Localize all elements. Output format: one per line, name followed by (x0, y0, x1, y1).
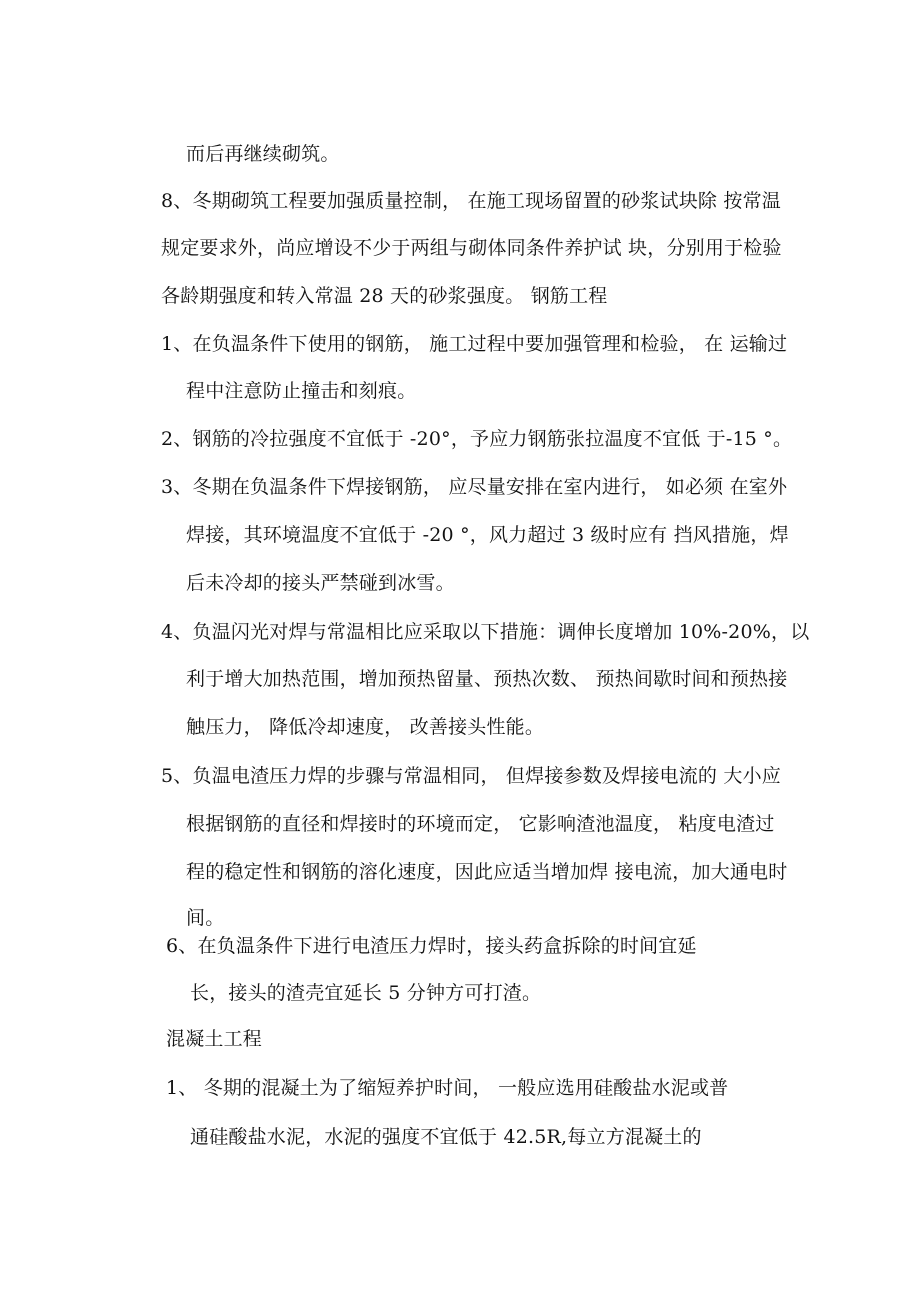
text-line: 4、负温闪光对焊与常温相比应采取以下措施：调伸长度增加 10%-20%，以 (161, 621, 810, 643)
text-line: 2、钢筋的冷拉强度不宜低于 -20°，予应力钢筋张拉温度不宜低 于-15 °。 (161, 428, 793, 450)
text-line: 间。 (186, 907, 225, 929)
text-line: 焊接，其环境温度不宜低于 -20 °，风力超过 3 级时应有 挡风措施，焊 (186, 524, 789, 546)
text-line: 程的稳定性和钢筋的溶化速度，因此应适当增加焊 接电流，加大通电时 (186, 861, 788, 883)
text-line: 程中注意防止撞击和刻痕。 (186, 380, 417, 402)
text-line: 而后再继续砌筑。 (186, 143, 340, 165)
text-line: 利于增大加热范围，增加预热留量、预热次数、 预热间歇时间和预热接 (186, 668, 788, 690)
text-line: 1、 冬期的混凝土为了缩短养护时间， 一般应选用硅酸盐水泥或普 (166, 1077, 729, 1099)
text-line: 各龄期强度和转入常温 28 天的砂浆强度。 钢筋工程 (161, 285, 608, 307)
text-line: 规定要求外，尚应增设不少于两组与砌体同条件养护试 块，分别用于检验 (161, 237, 782, 259)
section-heading: 混凝土工程 (166, 1028, 263, 1050)
text-line: 6、在负温条件下进行电渣压力焊时，接头药盒拆除的时间宜延 (166, 935, 697, 957)
text-line: 长，接头的渣壳宜延长 5 分钟方可打渣。 (190, 982, 542, 1004)
text-line: 触压力， 降低冷却速度， 改善接头性能。 (186, 716, 545, 738)
text-line: 8、冬期砌筑工程要加强质量控制， 在施工现场留置的砂浆试块除 按常温 (161, 190, 781, 212)
text-line: 通硅酸盐水泥，水泥的强度不宜低于 42.5R,每立方混凝土的 (190, 1126, 702, 1148)
text-line: 3、冬期在负温条件下焊接钢筋， 应尽量安排在室内进行， 如必须 在室外 (161, 476, 788, 498)
text-line: 5、负温电渣压力焊的步骤与常温相同， 但焊接参数及焊接电流的 大小应 (161, 765, 781, 787)
text-line: 后未冷却的接头严禁碰到冰雪。 (186, 572, 455, 594)
text-line: 根据钢筋的直径和焊接时的环境而定， 它影响渣池温度， 粘度电渣过 (186, 813, 775, 835)
text-line: 1、在负温条件下使用的钢筋， 施工过程中要加强管理和检验， 在 运输过 (161, 333, 788, 355)
